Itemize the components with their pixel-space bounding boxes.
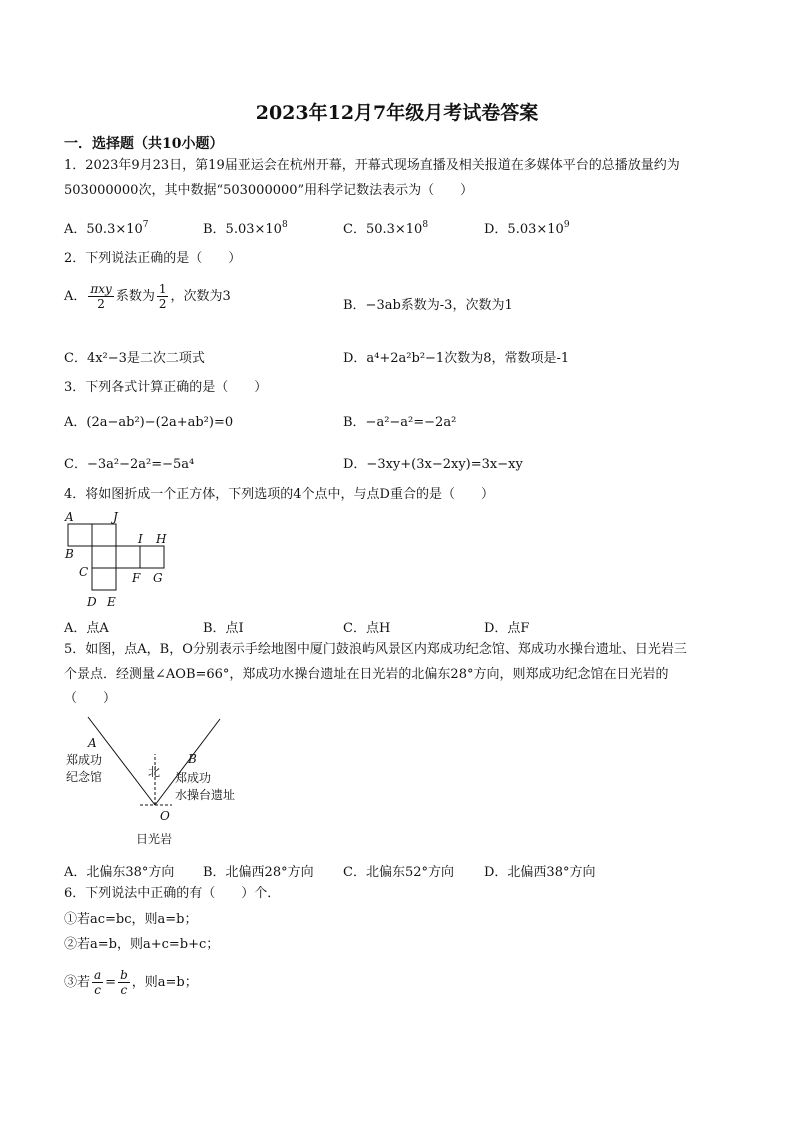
- q6-statement-2: ②若a=b，则a+c=b+c；: [64, 937, 220, 952]
- point-b-label: B: [188, 752, 197, 766]
- point-a-label: A: [88, 736, 97, 750]
- fraction: $\frac{b}{c}$: [120, 968, 128, 997]
- north-label: 北: [148, 765, 161, 779]
- q3-option-b: B．−a²−a²=−2a²: [343, 415, 457, 430]
- point-e-label: E: [107, 595, 116, 609]
- q3-option-a: A．(2a−ab²)−(2a+ab²)=0: [64, 415, 234, 430]
- platform-label-line1: 郑成功: [175, 771, 212, 785]
- q3-option-c: C．−3a²−2a²=−5a⁴: [64, 457, 195, 472]
- platform-label-line2: 水操台遗址: [175, 788, 236, 802]
- map-angle-figure: [60, 712, 270, 852]
- q6-statement-3: ③若 $\frac{a}{c}$ = $\frac{b}{c}$ ，则a=b；: [64, 968, 198, 997]
- q1-stem-line1: 1．2023年9月23日，第19届亚运会在杭州开幕，开幕式现场直播及相关报道在多媒体平台的总播放量约为: [64, 158, 680, 173]
- q2-option-b: B．−3ab系数为-3，次数为1: [343, 298, 513, 313]
- fraction: $\frac{1}{2}$: [158, 282, 167, 311]
- page-title: 2023年12月7年级月考试卷答案: [255, 102, 539, 124]
- point-o-label: O: [160, 809, 170, 823]
- q1-stem-line2: 503000000次，其中数据“503000000”用科学记数法表示为（ ）: [64, 183, 474, 198]
- point-c-label: C: [79, 565, 89, 579]
- q2-option-a: A． $\frac{\text{πxy}}{2}$ 系数为 $\frac{1}{2}$ ，次数为3: [64, 282, 231, 311]
- point-j-label: J: [113, 510, 118, 524]
- q3-stem: 3．下列各式计算正确的是（ ）: [64, 380, 268, 395]
- q1-option-c: C．$50.3\times 10^8$: [343, 220, 429, 237]
- q5-option-c: C．北偏东52°方向: [343, 865, 454, 880]
- q4-option-b: B．点I: [203, 621, 244, 636]
- fraction: $\frac{\text{πxy}}{2}$: [90, 282, 112, 311]
- memorial-label-line1: 郑成功: [66, 753, 103, 767]
- q1-option-b: B．$5.03\times 10^8$: [203, 220, 288, 237]
- q2-option-d: D．a⁴+2a²b²−1次数为8，常数项是-1: [343, 351, 570, 366]
- q1-option-d: D．$5.03\times 10^9$: [484, 220, 570, 237]
- q1-option-a: A．$50.3\times 10^7$: [64, 220, 149, 237]
- point-f-label: F: [132, 571, 141, 585]
- fraction: $\frac{a}{c}$: [94, 968, 102, 997]
- sunlight-rock-label: 日光岩: [136, 832, 173, 846]
- q5-option-d: D．北偏西38°方向: [484, 865, 596, 880]
- cube-net-figure: [60, 506, 180, 612]
- point-d-label: D: [87, 595, 97, 609]
- q4-option-a: A．点A: [64, 621, 109, 636]
- section-heading: 一．选择题（共10小题）: [64, 136, 224, 152]
- point-a-label: A: [65, 510, 74, 524]
- q2-stem: 2．下列说法正确的是（ ）: [64, 251, 242, 266]
- q2-option-c: C．4x²−3是二次二项式: [64, 351, 205, 366]
- q5-stem-line3: （ ）: [64, 691, 117, 706]
- point-h-label: H: [156, 532, 167, 546]
- point-g-label: G: [153, 571, 163, 585]
- q3-option-d: D．−3xy+(3x−2xy)=3x−xy: [343, 457, 523, 472]
- q5-option-a: A．北偏东38°方向: [64, 865, 175, 880]
- q4-stem: 4．将如图折成一个正方体，下列选项的4个点中，与点D重合的是（ ）: [64, 487, 494, 502]
- point-b-label: B: [65, 547, 74, 561]
- q6-stem: 6．下列说法中正确的有（ ）个．: [64, 886, 281, 901]
- q4-option-c: C．点H: [343, 621, 391, 636]
- point-i-label: I: [138, 532, 143, 546]
- q6-statement-1: ①若ac=bc，则a=b；: [64, 912, 198, 927]
- q4-option-d: D．点F: [484, 621, 530, 636]
- q5-stem-line2: 个景点．经测量∠AOB=66°，郑成功水操台遗址在日光岩的北偏东28°方向，则郑成功纪念馆在日光岩的: [64, 667, 669, 682]
- q5-option-b: B．北偏西28°方向: [203, 865, 314, 880]
- q5-stem-line1: 5．如图，点A，B，O分别表示手绘地图中厦门鼓浪屿风景区内郑成功纪念馆、郑成功水操台遗址、日光岩三: [64, 642, 687, 657]
- memorial-label-line2: 纪念馆: [66, 770, 103, 784]
